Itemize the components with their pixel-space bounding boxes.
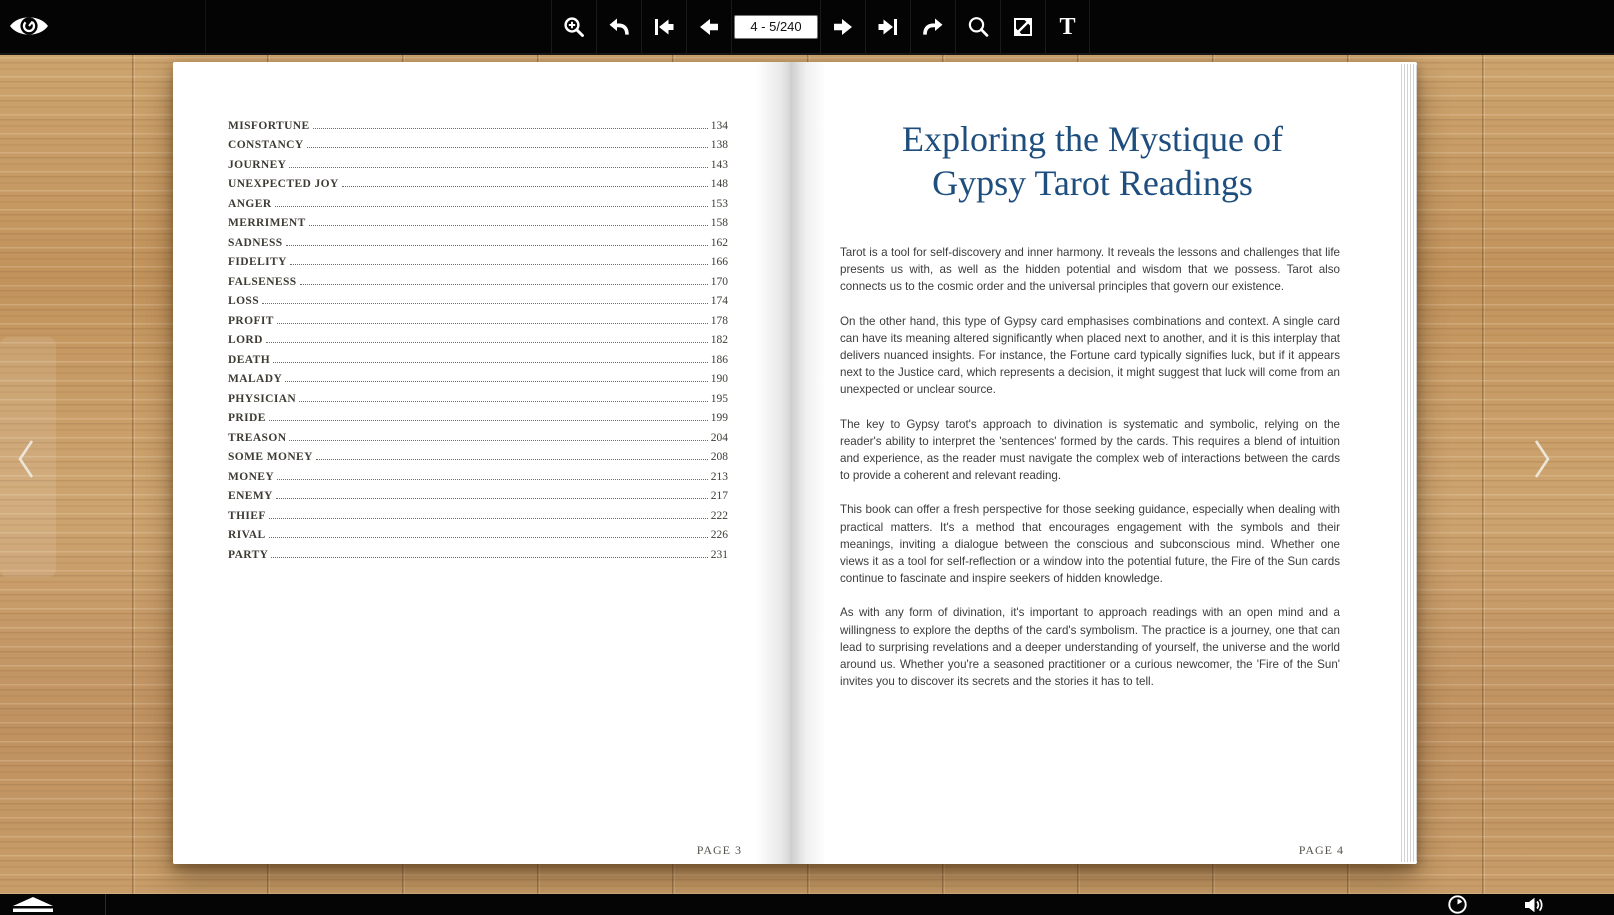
toc-dot-leader: [286, 245, 708, 246]
toc-entry: [228, 210, 728, 230]
toc-dot-leader: [277, 479, 708, 480]
toc-entry-label: ANGER: [228, 197, 272, 210]
toc-entry-label: CONSTANCY: [228, 139, 304, 151]
toc-entry-label: PROFIT: [228, 314, 274, 327]
toc-entry: [228, 502, 728, 522]
article-title-line1: Exploring the Mystique of: [902, 119, 1283, 159]
article-title-line2: Gypsy Tarot Readings: [932, 163, 1253, 203]
toc-entry: [228, 288, 728, 308]
autoflip-timer-button[interactable]: [1444, 894, 1470, 915]
search-button[interactable]: [955, 0, 1000, 53]
toc-entry-page: 226: [710, 529, 728, 541]
clock-icon: [1447, 894, 1468, 915]
body-paragraph: On the other hand, this type of Gypsy card emphasises combinations and context. A single card can have its meaning altered significantly when placed next to another, and it is this interplay that delivers nuanced insights. For instance, the Fortune card typically signifies luck, but if it appears next to the Justice card, which represents a decision, it might suggest that luck will come from an unexpected or unclear source.: [840, 314, 1340, 397]
toc-dot-leader: [273, 362, 708, 363]
toc-entry-page: 190: [710, 373, 728, 385]
toc-dot-leader: [276, 498, 708, 499]
toc-entry-page: 153: [710, 197, 728, 210]
toc-entry: [228, 463, 728, 483]
toc-dot-leader: [277, 323, 708, 324]
table-of-contents: [228, 112, 728, 561]
toc-entry-page: 204: [710, 431, 728, 444]
toc-entry-page: 166: [710, 256, 728, 268]
toc-entry-page: 162: [710, 236, 728, 249]
toc-entry-label: FALSENESS: [228, 275, 297, 288]
page-stack-edge: [1399, 64, 1417, 862]
toc-entry: [228, 541, 728, 561]
toc-entry: [228, 307, 728, 327]
toc-entry: [228, 385, 728, 405]
book-spread: [173, 62, 1417, 864]
toc-entry-label: MERRIMENT: [228, 217, 306, 229]
chevron-left-icon: [16, 438, 36, 480]
eye-swirl-logo-icon: [8, 11, 50, 41]
page-indicator-cell: [731, 0, 820, 53]
flip-prev-button[interactable]: [14, 437, 38, 481]
toc-entry-page: 231: [710, 548, 728, 561]
toc-entry-label: RIVAL: [228, 529, 266, 541]
toc-entry-label: TREASON: [228, 431, 287, 444]
last-page-icon: [876, 15, 900, 39]
article-title: [840, 117, 1345, 205]
toc-entry: [228, 444, 728, 464]
toc-entry: [228, 366, 728, 386]
first-page-icon: [652, 15, 676, 39]
toc-entry: [228, 268, 728, 288]
toc-dot-leader: [342, 186, 708, 187]
toc-entry-page: 186: [710, 353, 728, 366]
toc-entry-label: DEATH: [228, 353, 271, 366]
bottom-bar-divider: [105, 894, 106, 915]
toc-dot-leader: [266, 342, 708, 343]
toc-entry-page: 195: [710, 392, 728, 405]
prev-page-icon: [697, 15, 721, 39]
toggle-toolbar-button[interactable]: [10, 894, 56, 915]
page-footer-left: PAGE 3: [696, 843, 742, 857]
page-indicator-input[interactable]: [734, 15, 818, 39]
text-select-button[interactable]: [1045, 0, 1090, 53]
undo-button[interactable]: [596, 0, 641, 53]
toc-entry: [228, 522, 728, 542]
toc-entry-page: 143: [710, 158, 728, 171]
sound-button[interactable]: [1522, 894, 1548, 915]
text-select-icon: T: [1059, 13, 1076, 40]
toc-entry-page: 213: [710, 470, 728, 483]
toc-entry-page: 138: [710, 139, 728, 151]
toc-entry-page: 174: [710, 295, 728, 307]
toc-entry-label: PRIDE: [228, 412, 266, 424]
toc-dot-leader: [289, 440, 707, 441]
toc-entry: [228, 346, 728, 366]
toc-entry-label: THIEF: [228, 509, 266, 522]
spine-shadow-left: [756, 62, 790, 864]
toc-entry-label: MALADY: [228, 373, 283, 385]
toc-dot-leader: [299, 401, 708, 402]
toc-dot-leader: [290, 264, 708, 265]
toc-entry-label: SADNESS: [228, 236, 283, 249]
body-paragraph: This book can offer a fresh perspective for those seeking guidance, especially when dealing with practical matters. It's a method that encourages engagement with the symbols and their meanings, inviting a dialogue between the conscious and subconscious mind. Whether one views it as a tool for self-reflection or a window into the potential future, the Fire of the Sun cards continue to fascinate and inspire seekers of hidden knowledge.: [840, 503, 1340, 586]
toc-entry-page: 170: [710, 275, 728, 288]
toc-entry: [228, 132, 728, 152]
toc-entry: [228, 405, 728, 425]
search-icon: [966, 15, 990, 39]
toc-entry: [228, 327, 728, 347]
toc-entry-page: 217: [710, 490, 728, 502]
toc-dot-leader: [316, 459, 708, 460]
toc-dot-leader: [269, 518, 708, 519]
toc-entry-label: ENEMY: [228, 490, 273, 502]
toolbar-buttons: [551, 0, 1090, 53]
toc-entry: [228, 151, 728, 171]
toc-dot-leader: [269, 420, 708, 421]
next-page-icon: [831, 15, 855, 39]
toc-entry-page: 208: [710, 451, 728, 463]
toc-dot-leader: [262, 303, 708, 304]
toc-entry: [228, 229, 728, 249]
app-logo[interactable]: [7, 10, 51, 42]
last-page-button[interactable]: [865, 0, 910, 53]
toc-entry: [228, 483, 728, 503]
toc-entry-page: 134: [710, 119, 728, 132]
toc-entry-page: 222: [710, 509, 728, 522]
spine-shadow-right: [790, 62, 826, 864]
eject-icon: [11, 897, 55, 912]
top-toolbar: [0, 0, 1614, 55]
toc-entry: [228, 171, 728, 191]
toc-entry-page: 199: [710, 412, 728, 424]
page-right[interactable]: [790, 62, 1399, 864]
body-paragraph: As with any form of divination, it's important to approach readings with an open mind and a willingness to explore the depths of the card's symbolism. The practice is a journey, one that can lead to surprising revelations and a deeper understanding of yourself, the universe and the world around us. Whether you're a seasoned practitioner or a curious newcomer, the 'Fire of the Sun' invites you to discover its secrets and the stories it has to tell.: [840, 606, 1340, 689]
body-paragraph: Tarot is a tool for self-discovery and inner harmony. It reveals the lessons and challenges that life presents us with, as well as the hidden potential and wisdom that we possess. Tarot also connects us to the cosmic order and the universal principles that govern our existence.: [840, 246, 1340, 294]
toc-dot-leader: [289, 167, 707, 168]
toc-dot-leader: [300, 284, 708, 285]
toc-dot-leader: [271, 557, 707, 558]
toc-entry: [228, 190, 728, 210]
flip-next-button[interactable]: [1530, 437, 1554, 481]
toc-entry-page: 148: [710, 178, 728, 190]
fullscreen-button[interactable]: [1000, 0, 1045, 53]
toc-entry-page: 182: [710, 334, 728, 346]
toc-entry: [228, 112, 728, 132]
toc-entry-label: PARTY: [228, 548, 269, 561]
toc-entry: [228, 424, 728, 444]
toc-entry-label: LOSS: [228, 295, 260, 307]
toc-entry-label: FIDELITY: [228, 256, 287, 268]
redo-button[interactable]: [910, 0, 955, 53]
zoom-in-button[interactable]: [551, 0, 596, 53]
toc-entry-label: JOURNEY: [228, 158, 287, 171]
article-body: [840, 244, 1340, 707]
bottom-toolbar: [0, 894, 1614, 915]
toc-entry-page: 178: [710, 314, 728, 327]
toc-entry-label: UNEXPECTED JOY: [228, 178, 339, 190]
toc-entry: [228, 249, 728, 269]
page-left[interactable]: [173, 62, 790, 864]
toc-dot-leader: [269, 537, 708, 538]
toc-dot-leader: [275, 206, 708, 207]
page-footer-right: PAGE 4: [1298, 843, 1344, 857]
toc-dot-leader: [309, 225, 708, 226]
toc-entry-label: PHYSICIAN: [228, 392, 297, 405]
toc-entry-label: LORD: [228, 334, 263, 346]
toc-entry-label: SOME MONEY: [228, 451, 313, 463]
toc-entry-label: MISFORTUNE: [228, 119, 310, 132]
fullscreen-icon: [1011, 15, 1035, 39]
body-paragraph: The key to Gypsy tarot's approach to divination is systematic and symbolic, relying on the reader's ability to interpret the 'sentences' formed by the cards. This requires a blend of intuition and experience, as the reader must navigate the complex web of interactions between the cards to provide a coherent and relevant reading.: [840, 417, 1340, 483]
prev-page-button[interactable]: [686, 0, 731, 53]
toolbar-divider: [205, 0, 206, 53]
first-page-button[interactable]: [641, 0, 686, 53]
chevron-right-icon: [1532, 438, 1552, 480]
zoom-in-icon: [562, 15, 586, 39]
redo-icon: [921, 15, 945, 39]
toc-dot-leader: [313, 128, 708, 129]
toc-entry-label: MONEY: [228, 470, 275, 483]
undo-icon: [607, 15, 631, 39]
toc-entry-page: 158: [710, 217, 728, 229]
toc-dot-leader: [307, 147, 708, 148]
volume-icon: [1524, 897, 1546, 913]
toc-dot-leader: [285, 381, 708, 382]
next-page-button[interactable]: [820, 0, 865, 53]
